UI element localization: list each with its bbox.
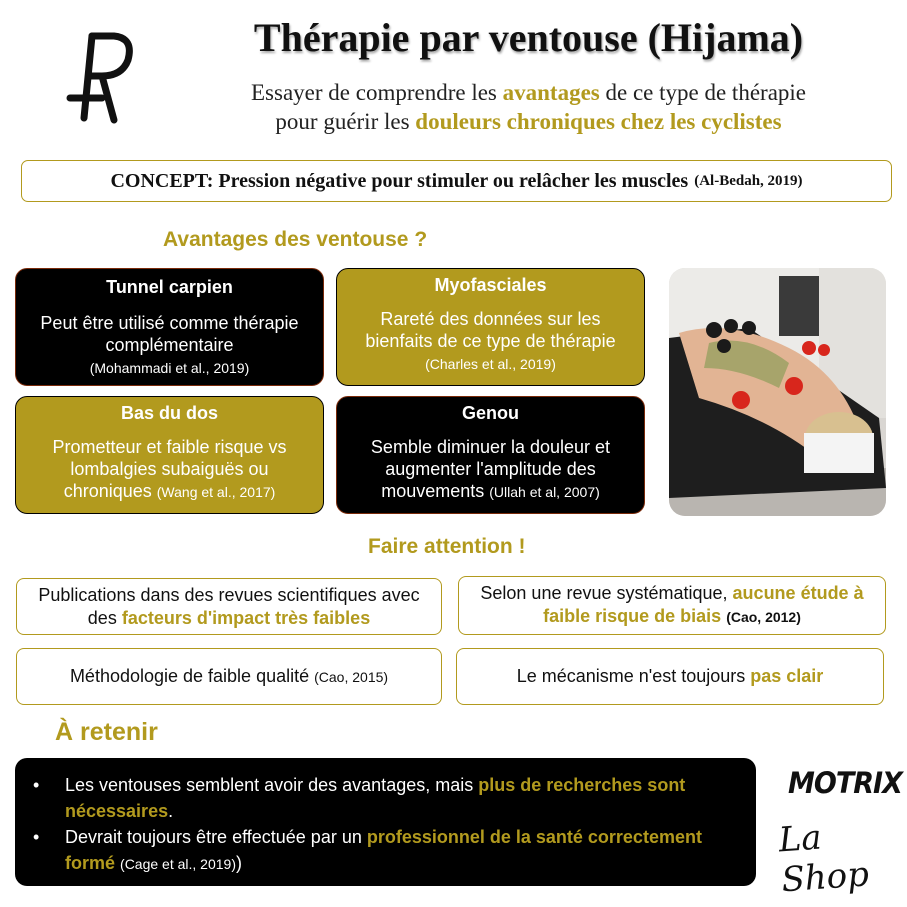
card-body: Prometteur et faible risque vs lombalgies subaiguës ou chroniques xyxy=(52,437,287,501)
attention-text xyxy=(27,584,431,630)
motrix-r-logo-icon xyxy=(62,28,142,128)
card-text xyxy=(351,308,630,375)
concept-box xyxy=(21,160,892,202)
list-item xyxy=(33,772,736,824)
card-body: Rareté des données sur les bienfaits de ce type de thérapie xyxy=(365,309,616,351)
retenir-body: . xyxy=(168,801,174,821)
page-subtitle xyxy=(150,78,907,136)
retenir-highlight: professionnel de la santé correctement formé xyxy=(65,827,702,873)
attention-box-publications xyxy=(16,578,442,635)
subtitle-highlight: douleurs chroniques chez les cyclistes xyxy=(415,109,782,134)
attention-highlight: aucune étude à faible risque de biais xyxy=(543,583,864,626)
attention-box-methodologie xyxy=(16,648,442,705)
card-citation: (Charles et al., 2019) xyxy=(425,356,556,372)
card-body: Semble diminuer la douleur et augmenter l'amplitude des mouvements xyxy=(370,437,611,501)
attention-body: Publications dans des revues scientifiques avec des xyxy=(38,584,420,628)
retenir-body: Les ventouses semblent avoir des avantages, mais xyxy=(65,775,479,795)
benefit-card-myofasciales xyxy=(336,268,645,386)
attention-heading: Faire attention ! xyxy=(368,535,526,558)
attention-body: Selon une revue systématique, xyxy=(480,583,733,603)
attention-citation: (Cao, 2012) xyxy=(726,609,801,625)
benefit-card-tunnel-carpien xyxy=(15,268,324,386)
attention-citation: (Cao, 2015) xyxy=(314,668,389,685)
retenir-body: Devrait toujours être effectuée par un xyxy=(65,827,367,847)
page-title: Thérapie par ventouse (Hijama) xyxy=(253,15,804,60)
attention-box-revue xyxy=(458,576,886,635)
card-text xyxy=(30,436,309,503)
card-citation: (Mohammadi et al., 2019) xyxy=(89,360,250,376)
subtitle-text: Essayer de comprendre les xyxy=(251,80,503,105)
retenir-highlight: plus de recherches sont nécessaires xyxy=(65,775,686,821)
benefit-card-bas-du-dos xyxy=(15,396,324,514)
attention-text xyxy=(70,665,388,689)
card-title: Genou xyxy=(462,403,519,423)
retenir-box xyxy=(15,758,756,886)
retenir-citation: (Cage et al., 2019) xyxy=(120,856,236,872)
list-item xyxy=(33,824,736,877)
card-text xyxy=(351,436,630,503)
card-text xyxy=(30,312,309,379)
attention-box-mecanisme xyxy=(456,648,884,705)
card-title: Myofasciales xyxy=(434,275,547,295)
attention-body: Le mécanisme n'est toujours xyxy=(516,666,751,686)
bullet-icon: • xyxy=(33,827,40,847)
shop-logo-motrix: MOTRIX xyxy=(788,766,902,801)
benefits-heading: Avantages des ventouse ? xyxy=(163,228,428,251)
retenir-heading: À retenir xyxy=(55,718,158,746)
card-body: Peut être utilisé comme thérapie complémentaire xyxy=(40,313,299,355)
retenir-body: ) xyxy=(236,853,242,873)
card-citation: (Ullah et al, 2007) xyxy=(489,484,600,500)
subtitle-text: de ce type de thérapie xyxy=(599,80,806,105)
concept-text: CONCEPT: Pression négative pour stimuler ou relâcher les muscles xyxy=(110,169,689,192)
attention-text xyxy=(517,665,824,688)
cupping-photo xyxy=(669,268,886,516)
attention-text xyxy=(469,582,875,629)
subtitle-highlight: avantages xyxy=(502,80,600,105)
attention-body: Méthodologie de faible qualité xyxy=(69,665,315,686)
concept-citation: (Al-Bedah, 2019) xyxy=(694,172,803,189)
attention-highlight: facteurs d'impact très faibles xyxy=(121,607,371,628)
benefit-card-genou xyxy=(336,396,645,514)
card-title: Bas du dos xyxy=(120,403,218,423)
list-item-text xyxy=(65,772,736,824)
bullet-icon: • xyxy=(33,775,40,795)
shop-logo-la-shop: La Shop xyxy=(777,817,871,901)
list-item-text xyxy=(65,824,736,877)
subtitle-text: pour guérir les xyxy=(275,109,416,134)
attention-highlight: pas clair xyxy=(750,666,824,686)
card-title: Tunnel carpien xyxy=(106,277,233,297)
card-citation: (Wang et al., 2017) xyxy=(156,484,276,500)
